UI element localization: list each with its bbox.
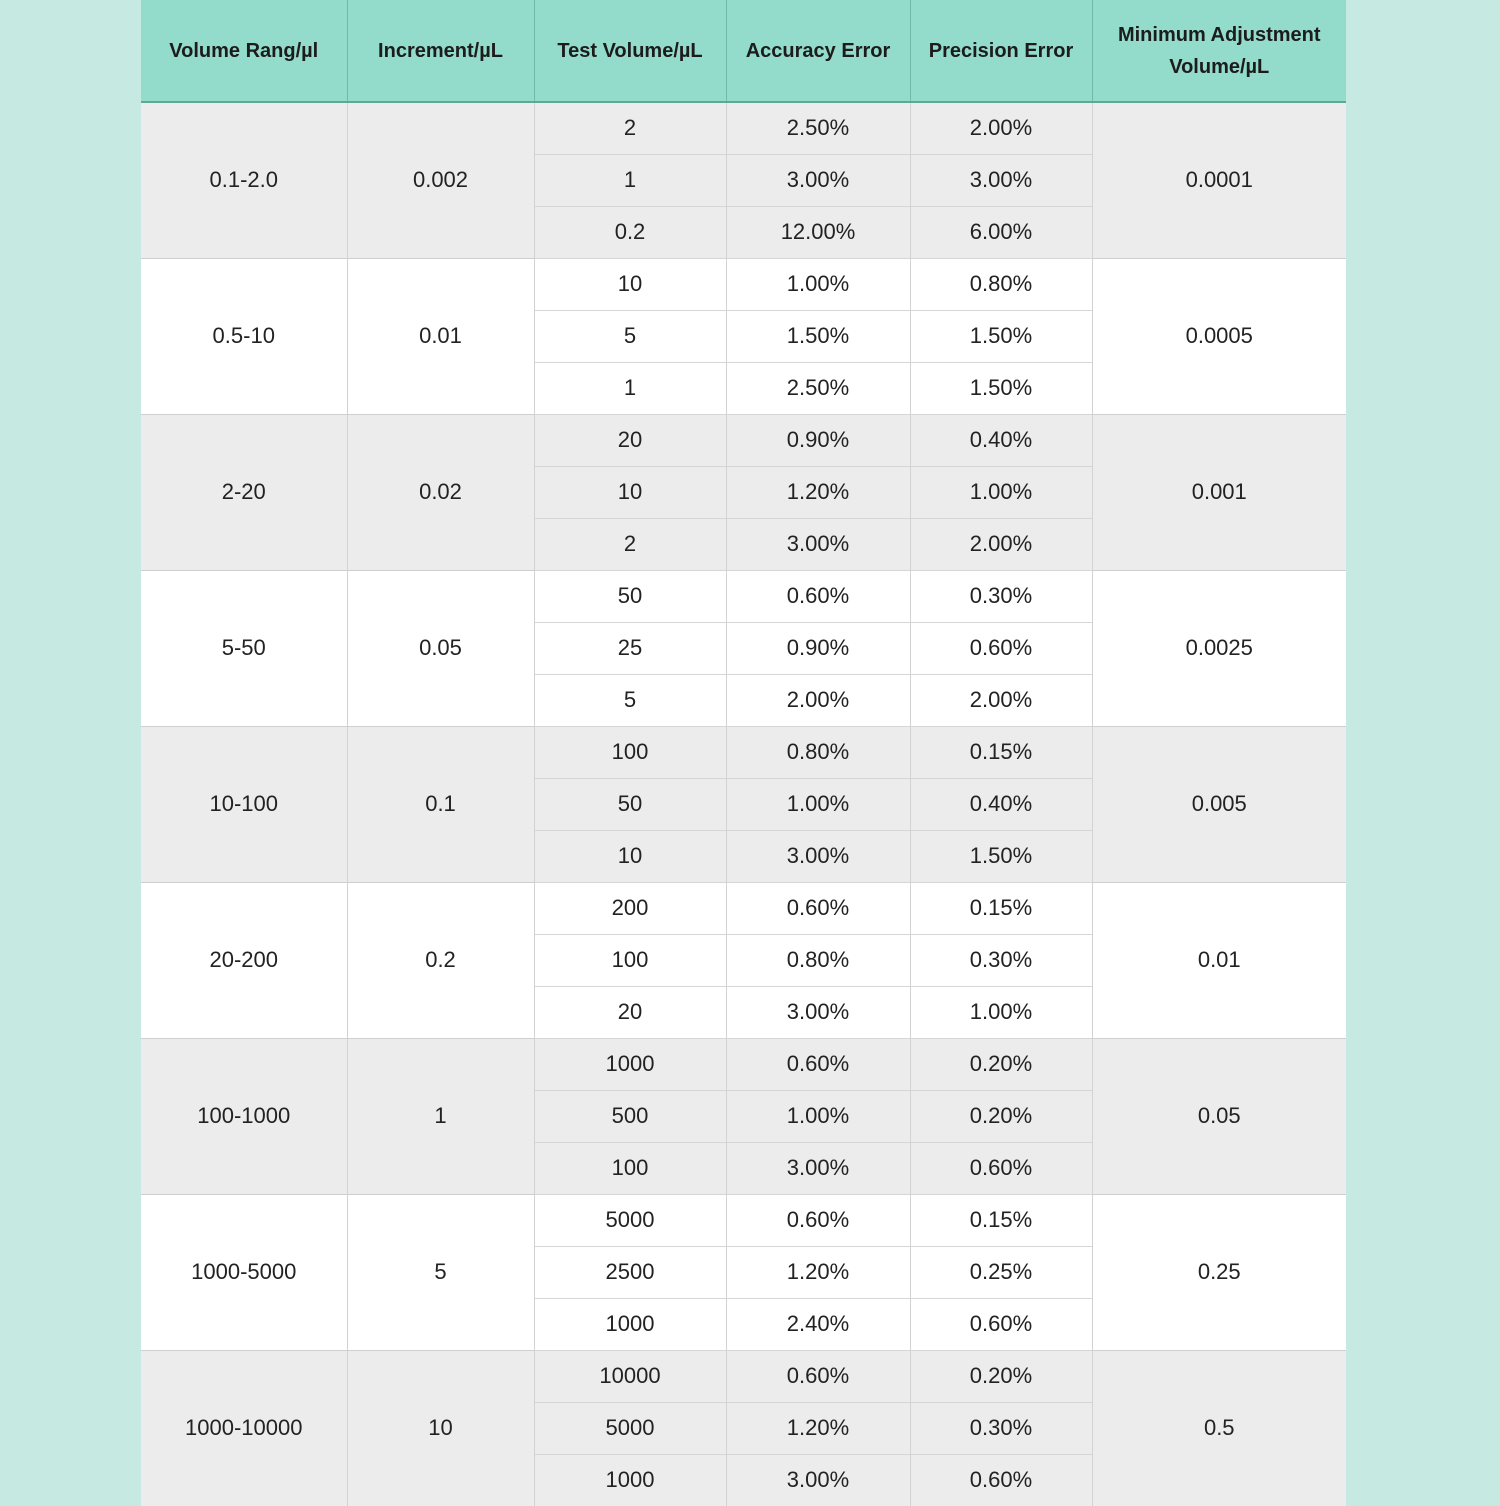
test-volume-cell: 10 [534, 466, 726, 518]
precision-error-cell: 3.00% [910, 154, 1092, 206]
header-min-adjustment-volume: Minimum Adjustment Volume/µL [1092, 0, 1346, 102]
precision-error-cell: 0.60% [910, 1298, 1092, 1350]
accuracy-error-cell: 1.00% [726, 258, 910, 310]
range-group [141, 1350, 1346, 1506]
accuracy-error-cell: 1.20% [726, 466, 910, 518]
accuracy-error-cell: 1.20% [726, 1246, 910, 1298]
test-volume-cell: 1 [534, 362, 726, 414]
min-adjustment-cell: 0.5 [1092, 1350, 1346, 1506]
accuracy-error-cell: 0.90% [726, 414, 910, 466]
volume-range-cell: 5-50 [141, 570, 347, 726]
range-group [141, 570, 1346, 726]
range-group [141, 1038, 1346, 1194]
precision-error-cell: 1.00% [910, 986, 1092, 1038]
test-volume-cell: 10 [534, 258, 726, 310]
accuracy-error-cell: 3.00% [726, 154, 910, 206]
test-volume-cell: 200 [534, 882, 726, 934]
min-adjustment-cell: 0.005 [1092, 726, 1346, 882]
test-volume-cell: 5000 [534, 1194, 726, 1246]
precision-error-cell: 1.50% [910, 362, 1092, 414]
test-volume-cell: 1000 [534, 1454, 726, 1506]
range-group [141, 726, 1346, 882]
test-volume-cell: 1000 [534, 1038, 726, 1090]
test-volume-cell: 5 [534, 674, 726, 726]
precision-error-cell: 0.80% [910, 258, 1092, 310]
test-volume-cell: 500 [534, 1090, 726, 1142]
pipette-spec-table [141, 0, 1346, 1506]
header-precision-error: Precision Error [910, 0, 1092, 102]
precision-error-cell: 0.20% [910, 1350, 1092, 1402]
header-volume-range: Volume Rang/µl [141, 0, 347, 102]
precision-error-cell: 0.30% [910, 570, 1092, 622]
test-volume-cell: 2 [534, 518, 726, 570]
table-row [141, 1194, 1346, 1246]
min-adjustment-cell: 0.0025 [1092, 570, 1346, 726]
increment-cell: 0.02 [347, 414, 534, 570]
header-increment: Increment/µL [347, 0, 534, 102]
precision-error-cell: 2.00% [910, 674, 1092, 726]
accuracy-error-cell: 1.00% [726, 778, 910, 830]
volume-range-cell: 2-20 [141, 414, 347, 570]
volume-range-cell: 0.1-2.0 [141, 102, 347, 258]
precision-error-cell: 0.15% [910, 882, 1092, 934]
precision-error-cell: 0.60% [910, 622, 1092, 674]
test-volume-cell: 100 [534, 1142, 726, 1194]
precision-error-cell: 0.40% [910, 414, 1092, 466]
accuracy-error-cell: 1.00% [726, 1090, 910, 1142]
accuracy-error-cell: 0.80% [726, 726, 910, 778]
precision-error-cell: 0.15% [910, 726, 1092, 778]
min-adjustment-cell: 0.0001 [1092, 102, 1346, 258]
range-group [141, 102, 1346, 258]
accuracy-error-cell: 1.50% [726, 310, 910, 362]
test-volume-cell: 20 [534, 414, 726, 466]
increment-cell: 0.05 [347, 570, 534, 726]
min-adjustment-cell: 0.01 [1092, 882, 1346, 1038]
accuracy-error-cell: 0.60% [726, 570, 910, 622]
volume-range-cell: 0.5-10 [141, 258, 347, 414]
test-volume-cell: 100 [534, 934, 726, 986]
test-volume-cell: 5000 [534, 1402, 726, 1454]
header-test-volume: Test Volume/µL [534, 0, 726, 102]
accuracy-error-cell: 1.20% [726, 1402, 910, 1454]
range-group [141, 1194, 1346, 1350]
volume-range-cell: 20-200 [141, 882, 347, 1038]
accuracy-error-cell: 2.50% [726, 102, 910, 154]
test-volume-cell: 10 [534, 830, 726, 882]
precision-error-cell: 0.60% [910, 1142, 1092, 1194]
range-group [141, 882, 1346, 1038]
precision-error-cell: 1.50% [910, 830, 1092, 882]
volume-range-cell: 1000-10000 [141, 1350, 347, 1506]
table-row [141, 1038, 1346, 1090]
min-adjustment-cell: 0.001 [1092, 414, 1346, 570]
precision-error-cell: 1.50% [910, 310, 1092, 362]
header-row [141, 0, 1346, 102]
test-volume-cell: 5 [534, 310, 726, 362]
accuracy-error-cell: 3.00% [726, 518, 910, 570]
precision-error-cell: 2.00% [910, 102, 1092, 154]
table-row [141, 258, 1346, 310]
accuracy-error-cell: 2.00% [726, 674, 910, 726]
precision-error-cell: 1.00% [910, 466, 1092, 518]
precision-error-cell: 0.20% [910, 1090, 1092, 1142]
min-adjustment-cell: 0.0005 [1092, 258, 1346, 414]
accuracy-error-cell: 0.60% [726, 882, 910, 934]
volume-range-cell: 100-1000 [141, 1038, 347, 1194]
test-volume-cell: 1000 [534, 1298, 726, 1350]
volume-range-cell: 1000-5000 [141, 1194, 347, 1350]
table-row [141, 570, 1346, 622]
increment-cell: 1 [347, 1038, 534, 1194]
increment-cell: 0.1 [347, 726, 534, 882]
test-volume-cell: 25 [534, 622, 726, 674]
precision-error-cell: 0.15% [910, 1194, 1092, 1246]
table-row [141, 882, 1346, 934]
table-row [141, 1350, 1346, 1402]
accuracy-error-cell: 3.00% [726, 1142, 910, 1194]
accuracy-error-cell: 0.60% [726, 1038, 910, 1090]
accuracy-error-cell: 0.60% [726, 1194, 910, 1246]
table-row [141, 102, 1346, 154]
test-volume-cell: 50 [534, 570, 726, 622]
precision-error-cell: 0.60% [910, 1454, 1092, 1506]
test-volume-cell: 1 [534, 154, 726, 206]
accuracy-error-cell: 0.80% [726, 934, 910, 986]
table-header [141, 0, 1346, 102]
accuracy-error-cell: 0.60% [726, 1350, 910, 1402]
precision-error-cell: 0.25% [910, 1246, 1092, 1298]
range-group [141, 258, 1346, 414]
increment-cell: 0.01 [347, 258, 534, 414]
accuracy-error-cell: 12.00% [726, 206, 910, 258]
test-volume-cell: 50 [534, 778, 726, 830]
volume-range-cell: 10-100 [141, 726, 347, 882]
precision-error-cell: 0.30% [910, 1402, 1092, 1454]
precision-error-cell: 0.30% [910, 934, 1092, 986]
test-volume-cell: 100 [534, 726, 726, 778]
test-volume-cell: 0.2 [534, 206, 726, 258]
accuracy-error-cell: 2.40% [726, 1298, 910, 1350]
accuracy-error-cell: 0.90% [726, 622, 910, 674]
increment-cell: 0.002 [347, 102, 534, 258]
test-volume-cell: 10000 [534, 1350, 726, 1402]
header-accuracy-error: Accuracy Error [726, 0, 910, 102]
precision-error-cell: 0.40% [910, 778, 1092, 830]
test-volume-cell: 2 [534, 102, 726, 154]
table-row [141, 414, 1346, 466]
precision-error-cell: 6.00% [910, 206, 1092, 258]
accuracy-error-cell: 2.50% [726, 362, 910, 414]
test-volume-cell: 20 [534, 986, 726, 1038]
accuracy-error-cell: 3.00% [726, 1454, 910, 1506]
test-volume-cell: 2500 [534, 1246, 726, 1298]
table-row [141, 726, 1346, 778]
accuracy-error-cell: 3.00% [726, 830, 910, 882]
increment-cell: 0.2 [347, 882, 534, 1038]
precision-error-cell: 2.00% [910, 518, 1092, 570]
increment-cell: 10 [347, 1350, 534, 1506]
accuracy-error-cell: 3.00% [726, 986, 910, 1038]
precision-error-cell: 0.20% [910, 1038, 1092, 1090]
range-group [141, 414, 1346, 570]
min-adjustment-cell: 0.05 [1092, 1038, 1346, 1194]
increment-cell: 5 [347, 1194, 534, 1350]
min-adjustment-cell: 0.25 [1092, 1194, 1346, 1350]
